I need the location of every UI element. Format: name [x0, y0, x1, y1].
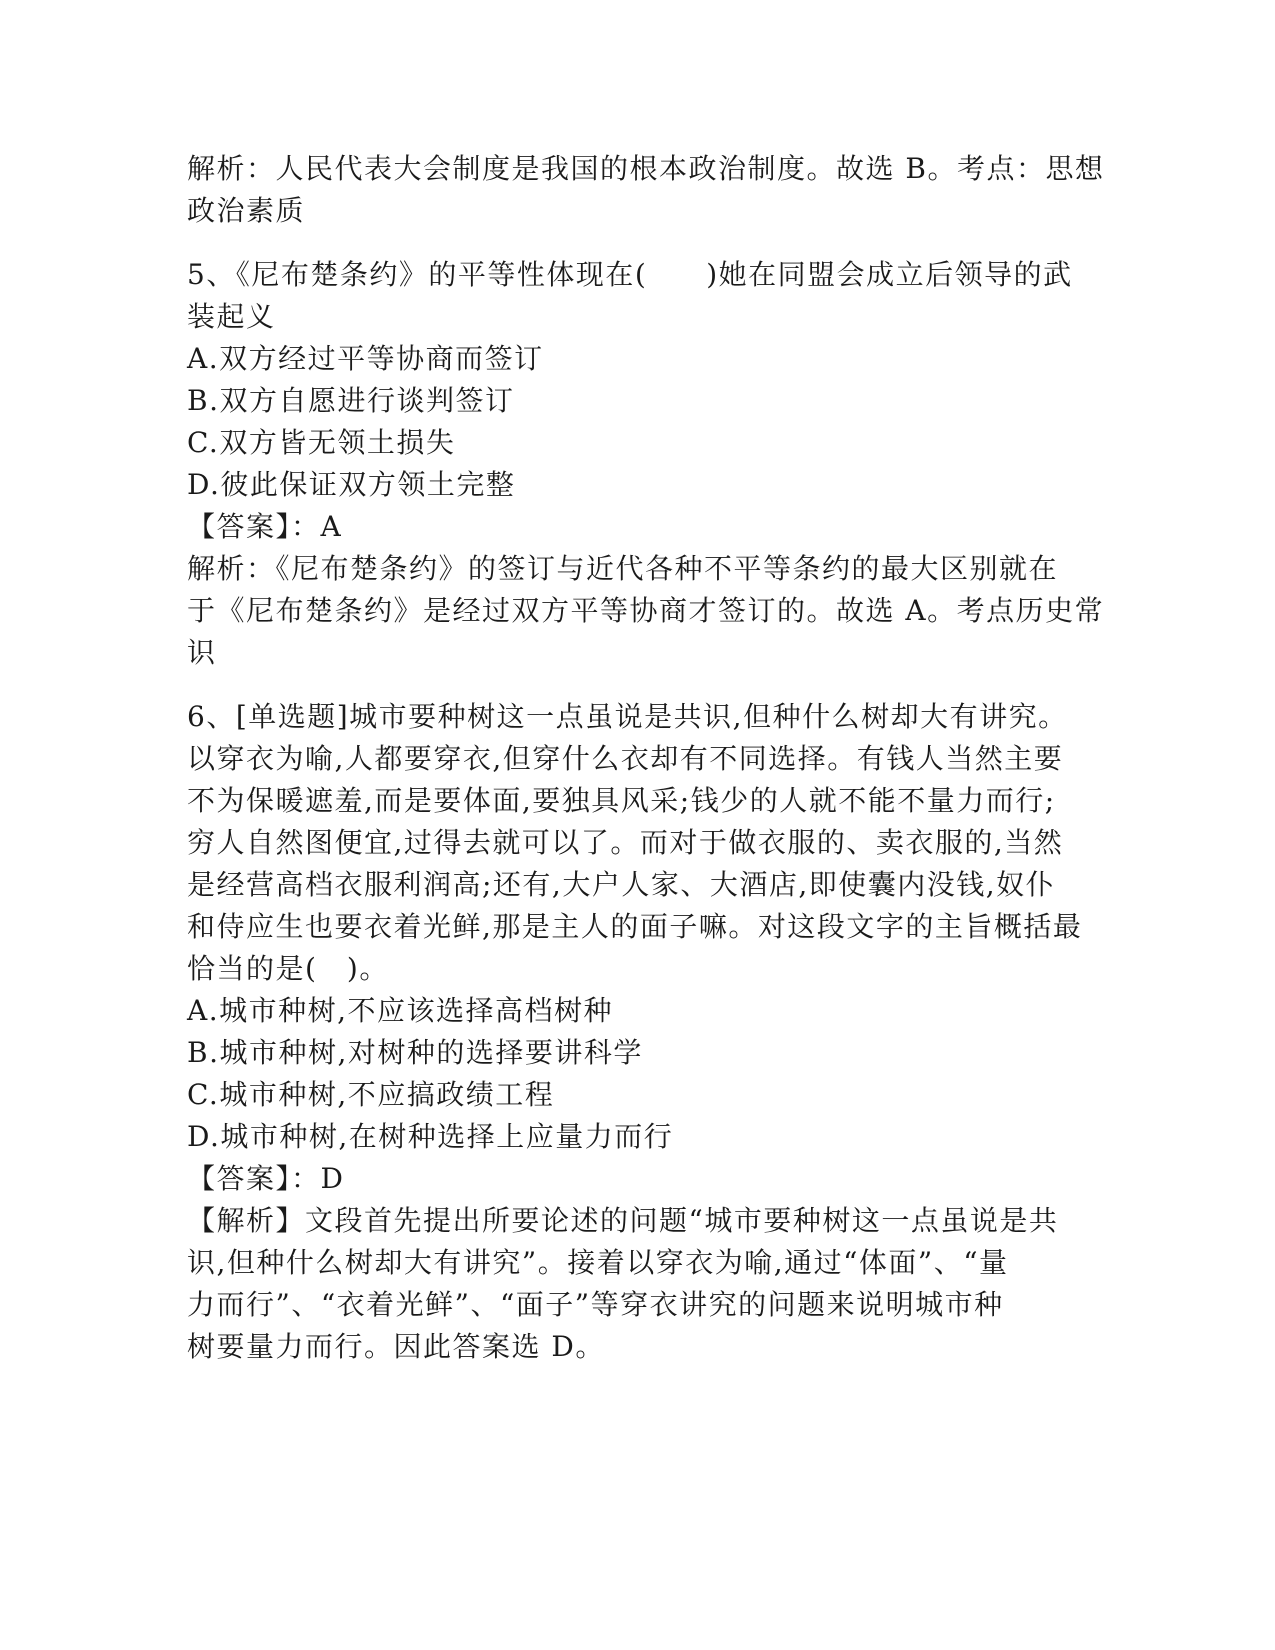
q5-option-b: B.双方自愿进行谈判签订: [187, 384, 515, 417]
prev-analysis-line: 政治素质: [187, 194, 306, 227]
q6-analysis-line: 识,但种什么树却大有讲究”。接着以穿衣为喻,通过“体面”、“量: [187, 1246, 1009, 1279]
q6-stem-line: 不为保暖遮羞,而是要体面,要独具风采;钱少的人就不能不量力而行;: [187, 784, 1056, 817]
q6-analysis-line: 力而行”、“衣着光鲜”、“面子”等穿衣讲究的问题来说明城市种: [187, 1288, 1004, 1321]
q5-option-c: C.双方皆无领土损失: [187, 426, 456, 459]
q5-answer: 【答案】：A: [187, 510, 343, 543]
question-6: [187, 696, 1083, 1368]
q5-analysis-line: 解析：《尼布楚条约》的签订与近代各种不平等条约的最大区别就在: [187, 552, 1059, 585]
document-content: [187, 148, 1105, 1368]
q5-analysis-line: 识: [187, 636, 217, 669]
question-5: [187, 254, 1105, 674]
q5-analysis-line: 于《尼布楚条约》是经过双方平等协商才签订的。故选 A。考点历史常: [187, 594, 1105, 627]
q6-stem-line: 和侍应生也要衣着光鲜,那是主人的面子嘛。对这段文字的主旨概括最: [187, 910, 1083, 943]
q6-option-b: B.城市种树,对树种的选择要讲科学: [187, 1036, 643, 1069]
q6-stem-line: 恰当的是( )。: [187, 952, 389, 985]
q5-stem-line: 5、《尼布楚条约》的平等性体现在( )她在同盟会成立后领导的武: [187, 258, 1073, 291]
prev-analysis-line: 解析：人民代表大会制度是我国的根本政治制度。故选 B。考点：思想: [187, 152, 1105, 185]
prev-analysis: [187, 148, 1105, 232]
q6-option-d: D.城市种树,在树种选择上应量力而行: [187, 1120, 674, 1153]
q6-option-a: A.城市种树,不应该选择高档树种: [187, 994, 614, 1027]
q6-analysis-line: 【解析】文段首先提出所要论述的问题“城市要种树这一点虽说是共: [187, 1204, 1059, 1237]
q6-answer: 【答案】：D: [187, 1162, 345, 1195]
q5-option-a: A.双方经过平等协商而签订: [187, 342, 544, 375]
q6-analysis-line: 树要量力而行。因此答案选 D。: [187, 1330, 605, 1363]
q6-stem-line: 穷人自然图便宜,过得去就可以了。而对于做衣服的、卖衣服的,当然: [187, 826, 1064, 859]
q6-stem-line: 是经营高档衣服利润高;还有,大户人家、大酒店,即使囊内没钱,奴仆: [187, 868, 1056, 901]
q5-stem-line: 装起义: [187, 300, 276, 333]
q5-option-d: D.彼此保证双方领土完整: [187, 468, 516, 501]
q6-stem-line: 以穿衣为喻,人都要穿衣,但穿什么衣却有不同选择。有钱人当然主要: [187, 742, 1064, 775]
q6-option-c: C.城市种树,不应搞政绩工程: [187, 1078, 555, 1111]
q6-stem-line: 6、[单选题]城市要种树这一点虽说是共识,但种什么树却大有讲究。: [187, 700, 1068, 733]
